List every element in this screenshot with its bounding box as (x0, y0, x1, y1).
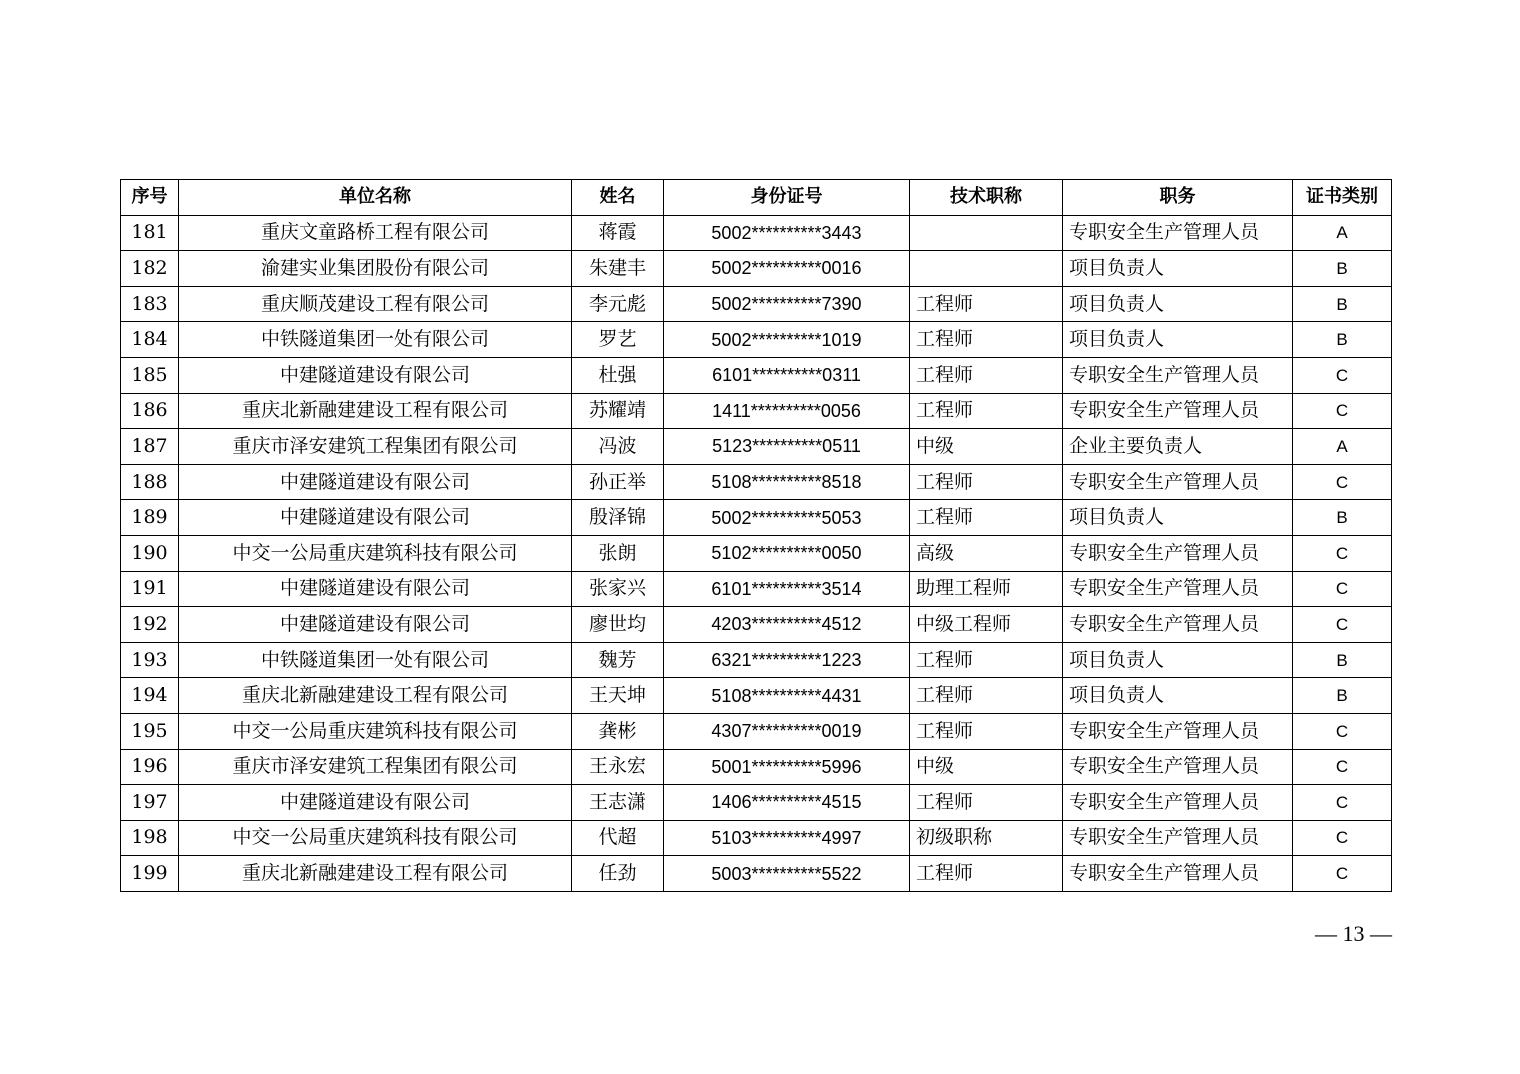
cell-serial-no: 191 (121, 571, 179, 607)
cell-serial-no: 188 (121, 464, 179, 500)
cell-person-name: 张朗 (572, 535, 664, 571)
cell-id-number: 4307**********0019 (664, 713, 910, 749)
cell-unit-name: 中交一公局重庆建筑科技有限公司 (179, 535, 572, 571)
cell-unit-name: 中建隧道建设有限公司 (179, 607, 572, 643)
cell-position: 项目负责人 (1063, 286, 1293, 322)
cell-certificate-type: B (1293, 322, 1392, 358)
cell-unit-name: 重庆文童路桥工程有限公司 (179, 215, 572, 251)
cell-unit-name: 渝建实业集团股份有限公司 (179, 251, 572, 287)
cell-technical-title (910, 251, 1063, 287)
cell-technical-title: 中级 (910, 429, 1063, 465)
cell-technical-title: 工程师 (910, 322, 1063, 358)
cell-unit-name: 重庆北新融建建设工程有限公司 (179, 393, 572, 429)
cell-position: 专职安全生产管理人员 (1063, 393, 1293, 429)
cell-serial-no: 190 (121, 535, 179, 571)
cell-unit-name: 中建隧道建设有限公司 (179, 357, 572, 393)
cell-position: 专职安全生产管理人员 (1063, 785, 1293, 821)
cell-certificate-type: C (1293, 713, 1392, 749)
table-row (121, 642, 1392, 678)
cell-id-number: 5002**********7390 (664, 286, 910, 322)
cell-serial-no: 185 (121, 357, 179, 393)
cell-certificate-type: A (1293, 215, 1392, 251)
cell-unit-name: 重庆市泽安建筑工程集团有限公司 (179, 749, 572, 785)
cell-technical-title: 工程师 (910, 357, 1063, 393)
cell-serial-no: 195 (121, 713, 179, 749)
cell-serial-no: 182 (121, 251, 179, 287)
cell-serial-no: 196 (121, 749, 179, 785)
cell-technical-title: 工程师 (910, 785, 1063, 821)
cell-position: 项目负责人 (1063, 678, 1293, 714)
cell-technical-title: 工程师 (910, 856, 1063, 892)
header-certificate-type: 证书类别 (1293, 180, 1392, 216)
cell-technical-title: 工程师 (910, 713, 1063, 749)
table-row (121, 286, 1392, 322)
cell-position: 项目负责人 (1063, 500, 1293, 536)
cell-person-name: 龚彬 (572, 713, 664, 749)
cell-position: 专职安全生产管理人员 (1063, 357, 1293, 393)
cell-certificate-type: C (1293, 856, 1392, 892)
table-row (121, 678, 1392, 714)
page-number: — 13 — (1315, 921, 1392, 946)
table-header-row (121, 180, 1392, 216)
cell-certificate-type: C (1293, 607, 1392, 643)
table-row (121, 429, 1392, 465)
cell-unit-name: 中建隧道建设有限公司 (179, 571, 572, 607)
cell-serial-no: 197 (121, 785, 179, 821)
cell-person-name: 杜强 (572, 357, 664, 393)
cell-serial-no: 198 (121, 820, 179, 856)
cell-person-name: 王志潇 (572, 785, 664, 821)
cell-person-name: 廖世均 (572, 607, 664, 643)
cell-certificate-type: B (1293, 642, 1392, 678)
cell-id-number: 5003**********5522 (664, 856, 910, 892)
cell-unit-name: 中建隧道建设有限公司 (179, 464, 572, 500)
cell-id-number: 5123**********0511 (664, 429, 910, 465)
header-person-name: 姓名 (572, 180, 664, 216)
cell-technical-title: 工程师 (910, 500, 1063, 536)
cell-technical-title: 工程师 (910, 464, 1063, 500)
table-row (121, 357, 1392, 393)
cell-serial-no: 186 (121, 393, 179, 429)
cell-position: 项目负责人 (1063, 251, 1293, 287)
cell-id-number: 5002**********0016 (664, 251, 910, 287)
cell-certificate-type: B (1293, 286, 1392, 322)
cell-id-number: 5002**********3443 (664, 215, 910, 251)
cell-certificate-type: C (1293, 393, 1392, 429)
cell-id-number: 6101**********0311 (664, 357, 910, 393)
cell-person-name: 朱建丰 (572, 251, 664, 287)
cell-serial-no: 192 (121, 607, 179, 643)
cell-position: 专职安全生产管理人员 (1063, 713, 1293, 749)
cell-id-number: 5001**********5996 (664, 749, 910, 785)
cell-person-name: 罗艺 (572, 322, 664, 358)
cell-person-name: 蒋霞 (572, 215, 664, 251)
cell-position: 专职安全生产管理人员 (1063, 856, 1293, 892)
cell-position: 专职安全生产管理人员 (1063, 535, 1293, 571)
cell-technical-title: 助理工程师 (910, 571, 1063, 607)
table-row (121, 215, 1392, 251)
cell-technical-title: 工程师 (910, 393, 1063, 429)
header-unit-name: 单位名称 (179, 180, 572, 216)
cell-person-name: 王永宏 (572, 749, 664, 785)
cell-unit-name: 中铁隧道集团一处有限公司 (179, 322, 572, 358)
header-technical-title: 技术职称 (910, 180, 1063, 216)
cell-unit-name: 重庆顺茂建设工程有限公司 (179, 286, 572, 322)
cell-certificate-type: C (1293, 535, 1392, 571)
cell-serial-no: 194 (121, 678, 179, 714)
cell-person-name: 殷泽锦 (572, 500, 664, 536)
cell-person-name: 代超 (572, 820, 664, 856)
cell-person-name: 张家兴 (572, 571, 664, 607)
table-row (121, 713, 1392, 749)
cell-id-number: 5108**********4431 (664, 678, 910, 714)
table-row (121, 607, 1392, 643)
cell-serial-no: 189 (121, 500, 179, 536)
cell-certificate-type: B (1293, 251, 1392, 287)
personnel-table (120, 179, 1392, 892)
cell-person-name: 魏芳 (572, 642, 664, 678)
header-id-number: 身份证号 (664, 180, 910, 216)
cell-position: 专职安全生产管理人员 (1063, 571, 1293, 607)
cell-technical-title: 工程师 (910, 642, 1063, 678)
table-row (121, 571, 1392, 607)
cell-certificate-type: B (1293, 678, 1392, 714)
cell-serial-no: 184 (121, 322, 179, 358)
cell-unit-name: 中建隧道建设有限公司 (179, 785, 572, 821)
table-row (121, 749, 1392, 785)
cell-id-number: 5103**********4997 (664, 820, 910, 856)
table-row (121, 500, 1392, 536)
cell-technical-title: 初级职称 (910, 820, 1063, 856)
table-row (121, 820, 1392, 856)
table-row (121, 393, 1392, 429)
cell-id-number: 5002**********5053 (664, 500, 910, 536)
cell-id-number: 5102**********0050 (664, 535, 910, 571)
cell-certificate-type: C (1293, 785, 1392, 821)
cell-position: 专职安全生产管理人员 (1063, 607, 1293, 643)
cell-certificate-type: C (1293, 820, 1392, 856)
cell-position: 项目负责人 (1063, 642, 1293, 678)
cell-serial-no: 199 (121, 856, 179, 892)
cell-position: 专职安全生产管理人员 (1063, 215, 1293, 251)
cell-person-name: 冯波 (572, 429, 664, 465)
cell-certificate-type: C (1293, 464, 1392, 500)
cell-certificate-type: C (1293, 357, 1392, 393)
cell-id-number: 6321**********1223 (664, 642, 910, 678)
cell-serial-no: 187 (121, 429, 179, 465)
table-row (121, 785, 1392, 821)
cell-certificate-type: A (1293, 429, 1392, 465)
cell-technical-title: 工程师 (910, 678, 1063, 714)
table-row (121, 322, 1392, 358)
cell-person-name: 孙正举 (572, 464, 664, 500)
table-row (121, 464, 1392, 500)
cell-certificate-type: C (1293, 749, 1392, 785)
header-position: 职务 (1063, 180, 1293, 216)
cell-certificate-type: C (1293, 571, 1392, 607)
table-body (121, 215, 1392, 891)
cell-unit-name: 重庆北新融建建设工程有限公司 (179, 856, 572, 892)
cell-id-number: 1406**********4515 (664, 785, 910, 821)
cell-id-number: 1411**********0056 (664, 393, 910, 429)
cell-person-name: 任劲 (572, 856, 664, 892)
cell-position: 专职安全生产管理人员 (1063, 749, 1293, 785)
cell-technical-title (910, 215, 1063, 251)
cell-technical-title: 中级工程师 (910, 607, 1063, 643)
cell-position: 企业主要负责人 (1063, 429, 1293, 465)
cell-unit-name: 中交一公局重庆建筑科技有限公司 (179, 820, 572, 856)
cell-person-name: 苏耀靖 (572, 393, 664, 429)
cell-position: 专职安全生产管理人员 (1063, 820, 1293, 856)
cell-id-number: 4203**********4512 (664, 607, 910, 643)
cell-unit-name: 重庆北新融建建设工程有限公司 (179, 678, 572, 714)
cell-unit-name: 中铁隧道集团一处有限公司 (179, 642, 572, 678)
cell-technical-title: 工程师 (910, 286, 1063, 322)
cell-serial-no: 193 (121, 642, 179, 678)
table-row (121, 535, 1392, 571)
cell-position: 项目负责人 (1063, 322, 1293, 358)
cell-id-number: 5002**********1019 (664, 322, 910, 358)
cell-id-number: 5108**********8518 (664, 464, 910, 500)
cell-unit-name: 重庆市泽安建筑工程集团有限公司 (179, 429, 572, 465)
cell-unit-name: 中建隧道建设有限公司 (179, 500, 572, 536)
cell-unit-name: 中交一公局重庆建筑科技有限公司 (179, 713, 572, 749)
table-row (121, 856, 1392, 892)
cell-position: 专职安全生产管理人员 (1063, 464, 1293, 500)
cell-serial-no: 181 (121, 215, 179, 251)
cell-id-number: 6101**********3514 (664, 571, 910, 607)
cell-person-name: 李元彪 (572, 286, 664, 322)
cell-serial-no: 183 (121, 286, 179, 322)
cell-technical-title: 中级 (910, 749, 1063, 785)
table-row (121, 251, 1392, 287)
cell-certificate-type: B (1293, 500, 1392, 536)
cell-technical-title: 高级 (910, 535, 1063, 571)
cell-person-name: 王天坤 (572, 678, 664, 714)
header-serial-no: 序号 (121, 180, 179, 216)
